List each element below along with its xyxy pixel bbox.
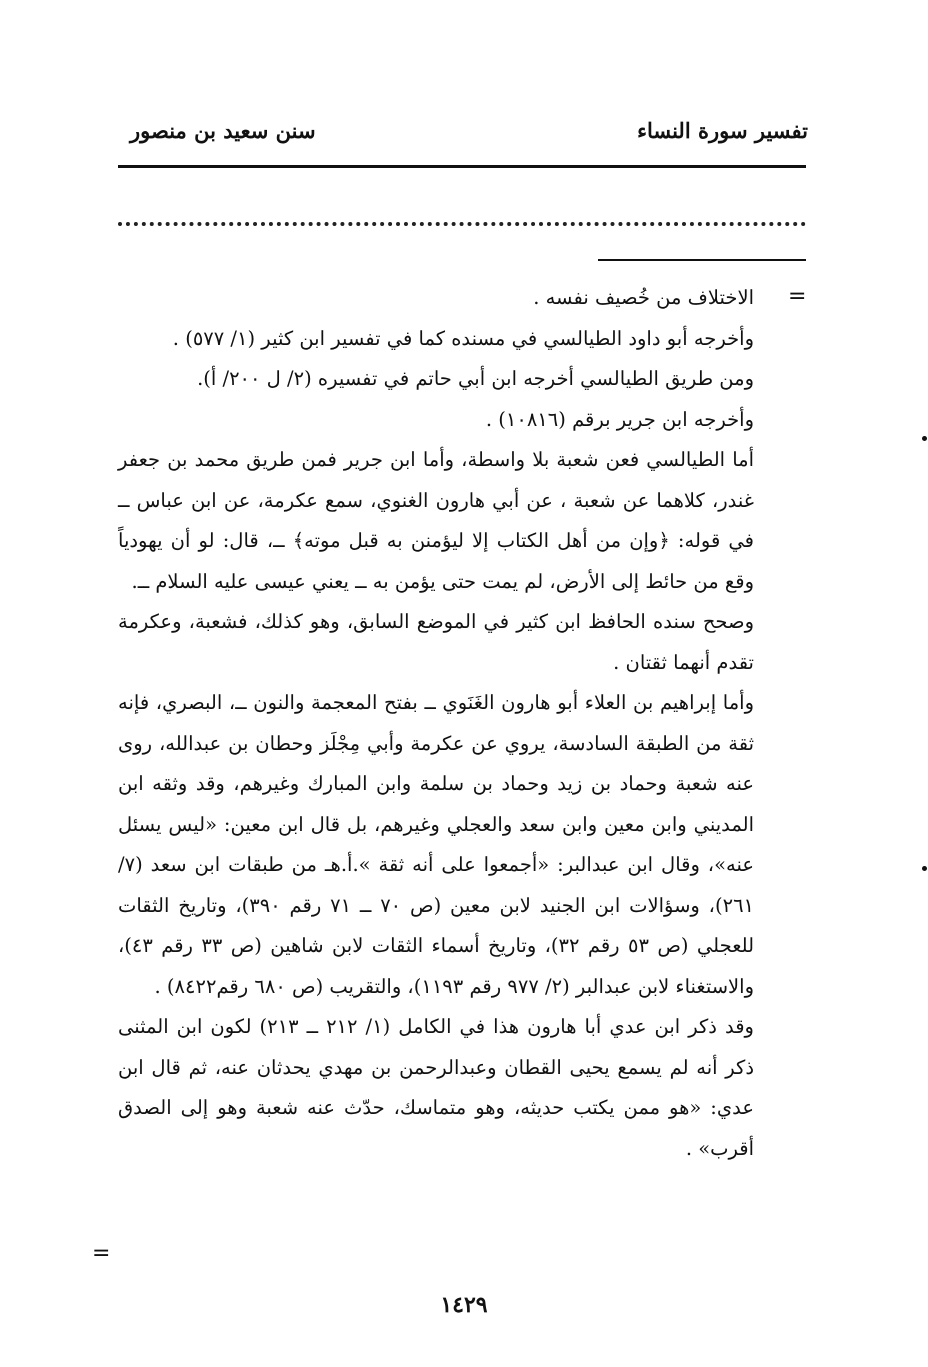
continuation-mark-bottom: =	[92, 1241, 111, 1266]
dotted-separator	[118, 204, 806, 226]
footnote-paragraph: وأخرجه أبو داود الطيالسي في مسنده كما في تفسير ابن كثير (١/ ٥٧٧) .	[172, 326, 754, 350]
running-head	[120, 118, 808, 154]
footnote-paragraph: وأما إبراهيم بن العلاء أبو هارون الغَنَوي ــ بفتح المعجمة والنون ــ، البصري، فإنه ثقة من الطبقة السادسة، يروي عن عكرمة وأبي مِجْلَز وحطان بن عبدالله، روى عنه شعبة وحماد بن زيد وحماد بن سلمة وابن المبارك وغيرهم، وقد وثقه ابن المديني وابن معين وابن سعد والعجلي وغيرهم، بل قال ابن معين: «ليس يسئل عنه»، وقال ابن عبدالبر: «أجمعوا على أنه ثقة ».أ.هـ من طبقات ابن سعد (٧/ ٢٦١)، وسؤالات ابن الجنيد لابن معين (ص ٧٠ ــ ٧١ رقم ٣٩٠)، وتاريخ الثقات للعجلي (ص ٥٣ رقم ٣٢)، وتاريخ أسماء الثقات لابن شاهين (ص ٣٣ رقم ٤٣)، والاستغناء لابن عبدالبر (٢/ ٩٧٧ رقم ١١٩٣)، والتقريب (ص ٦٨٠ رقم٨٤٢٢) .	[118, 691, 755, 998]
surah-title: تفسير سورة النساء	[637, 118, 808, 143]
page-number: ١٤٢٩	[440, 1292, 488, 1318]
book-title: سنن سعيد بن منصور	[130, 118, 316, 143]
continuation-mark-top: =	[788, 284, 807, 309]
footnote-paragraph: الاختلاف من خُصيف نفسه .	[533, 286, 754, 309]
footnote-paragraph: أما الطيالسي فعن شعبة بلا واسطة، وأما ابن جرير فمن طريق محمد بن جعفر غندر، كلاهما عن شعبة ، عن أبي هارون الغنوي، سمع عكرمة، عن ابن عباس ــ في قوله: ﴿وإن من أهل الكتاب إلا ليؤمنن به قبل موته﴾ ــ، قال: لو أن يهودياً وقع من حائط إلى الأرض، لم يمت حتى يؤمن به ــ يعني عيسى عليه السلام ــ.	[118, 448, 754, 593]
footnote-paragraph: وأخرجه ابن جرير برقم (١٠٨١٦) .	[485, 407, 754, 431]
footnote-rule	[598, 259, 806, 261]
margin-speck	[922, 866, 927, 871]
footnote-text	[118, 278, 754, 1169]
footnote-paragraph: وصحح سنده الحافظ ابن كثير في الموضع السابق، وهو كذلك، فشعبة، وعكرمة تقدم أنهما ثقتان .	[118, 610, 754, 674]
footnote-paragraph: ومن طريق الطيالسي أخرجه ابن أبي حاتم في تفسيره (٢/ ل ٢٠٠/ أ).	[197, 367, 754, 390]
margin-speck	[922, 436, 927, 441]
footnote-paragraph: وقد ذكر ابن عدي أبا هارون هذا في الكامل (١/ ٢١٢ ــ ٢١٣) لكون ابن المثنى ذكر أنه لم يسمع يحيى القطان وعبدالرحمن بن مهدي يحدثان عنه، ثم قال ابن عدي: «هو ممن يكتب حديثه، وهو متماسك، حدّث عنه شعبة وهو إلى الصدق أقرب» .	[118, 1015, 754, 1160]
header-rule	[118, 165, 806, 168]
